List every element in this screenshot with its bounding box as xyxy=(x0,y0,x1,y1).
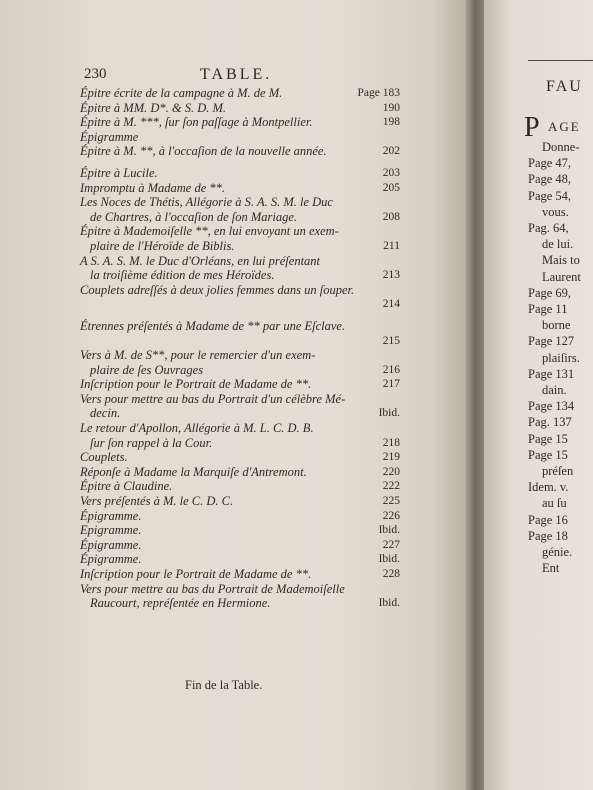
toc-entry xyxy=(80,224,400,253)
toc-entry xyxy=(80,319,400,348)
toc-entry-page: 208 xyxy=(382,210,400,223)
toc-entry-page: Ibid. xyxy=(378,597,400,610)
toc-entry xyxy=(80,523,400,538)
toc-entry xyxy=(80,130,400,145)
right-page-line: Donne- xyxy=(542,140,580,154)
toc-entry-page: 227 xyxy=(382,538,400,551)
toc-entry-continuation: plaire de l'Héroïde de Biblis. xyxy=(90,238,235,253)
toc-entry-page: 217 xyxy=(382,378,400,391)
right-page-line: Page 11 xyxy=(528,302,568,316)
right-page-line: Page 48, xyxy=(528,172,572,187)
toc-entry-title: Inſcription pour le Portrait de Madame de **. xyxy=(80,567,312,581)
toc-entry-title: Épitre écrite de la campagne à M. de M. xyxy=(80,86,283,100)
drop-cap-rest: AGE xyxy=(548,119,581,134)
right-page-line: plaiſirs. xyxy=(542,350,580,365)
toc-entry-continuation: plaire de ſes Ouvrages xyxy=(90,362,204,377)
right-page-line: Pag. 137 xyxy=(528,415,572,430)
toc-entry-title: Épigramme. xyxy=(80,552,142,567)
right-page-line: Idem. v. xyxy=(528,480,569,495)
toc-entry-title: Vers à M. de S**, pour le remercier d'un exem- xyxy=(80,348,316,363)
right-page-line: Page 69, xyxy=(528,285,572,300)
right-page-line: préſen xyxy=(542,464,574,478)
toc-entry-title: Épigramme. xyxy=(80,537,142,552)
toc-entry-page: 226 xyxy=(382,509,400,522)
toc-entry-page: Page 183 xyxy=(357,87,400,99)
toc-entry xyxy=(80,494,400,509)
book-gutter xyxy=(466,0,486,790)
toc-entry xyxy=(80,348,400,377)
toc-entry-title: Couplets. xyxy=(80,450,128,465)
toc-entry xyxy=(80,582,400,611)
toc-entry xyxy=(80,538,400,553)
toc-entry-title: Épitre à Claudine. xyxy=(80,479,173,494)
toc-entry-title: Epigramme. xyxy=(80,523,142,538)
right-page xyxy=(484,0,593,790)
toc-entry-title: Le retour d'Apollon, Allégorie à M. L. C. D. B. xyxy=(80,421,314,436)
toc-entry-page: 213 xyxy=(382,269,400,282)
right-page-line: de lui. xyxy=(542,237,574,252)
toc-entry-title: Épitre à M. ***, ſur ſon paſſage à Montpellier. xyxy=(80,115,313,130)
toc-entry-page: 203 xyxy=(382,166,400,179)
toc-entry-page: Ibid. xyxy=(378,407,400,420)
toc-entry-page: 211 xyxy=(383,239,400,252)
toc-entry-page: Ibid. xyxy=(378,524,400,537)
right-page-line: Page 127 xyxy=(528,334,575,349)
toc-entry-continuation: de Chartres, à l'occaſion de ſon Mariage. xyxy=(90,209,298,224)
toc-entry xyxy=(80,166,400,181)
right-page-line: au ſu xyxy=(542,496,567,511)
toc-entry-page: 220 xyxy=(382,465,400,478)
toc-entry-page: 214 xyxy=(382,298,400,311)
toc-entry-title: A S. A. S. M. le Duc d'Orléans, en lui préſentant xyxy=(80,253,321,268)
toc-entry xyxy=(80,115,400,130)
toc-entry xyxy=(80,254,400,283)
right-page-line: dain. xyxy=(542,383,567,397)
toc-entry-title: Épitre à MM. D*. & S. D. M. xyxy=(80,100,227,115)
toc-entry-title: Couplets adreſſés à deux jolies femmes dans un ſouper. xyxy=(80,282,355,297)
toc-entry-title: Épitre à M. **, à l'occaſion de la nouvelle année. xyxy=(80,144,327,159)
toc-entry xyxy=(80,144,400,159)
toc-entry-page: 219 xyxy=(382,451,400,464)
toc-entry-title: Épitre à Lucile. xyxy=(80,165,158,180)
right-page-line: borne xyxy=(542,318,571,333)
toc-entry-page: 198 xyxy=(382,116,400,129)
toc-entry-title: Épigramme. xyxy=(80,508,142,523)
page-number: 230 xyxy=(84,66,107,82)
right-page-line: Laurent xyxy=(542,269,581,284)
toc-entry-title: Épigramme xyxy=(80,129,139,144)
right-page-title: FAU xyxy=(546,78,583,95)
right-page-line: vous. xyxy=(542,204,569,219)
right-page-line: Page 18 xyxy=(528,528,568,543)
right-page-line: Page 15 xyxy=(528,447,568,462)
drop-cap: P xyxy=(524,112,540,143)
right-page-line: Pag. 64, xyxy=(528,221,569,235)
toc-entry-title: Inſcription pour le Portrait de Madame de **. xyxy=(80,377,312,392)
toc-entry-continuation: la troiſième édition de mes Héroïdes. xyxy=(90,268,275,283)
toc-entry xyxy=(80,392,400,421)
right-page-line: Page 54, xyxy=(528,188,572,203)
toc-entry xyxy=(80,195,400,224)
end-of-table-note: Fin de la Table. xyxy=(185,678,263,692)
toc-entry-title: Vers pour mettre au bas du Portrait de Mademoiſelle xyxy=(80,581,345,596)
toc-entry-continuation: Raucourt, repréſentée en Hermione. xyxy=(90,596,271,611)
toc-entry-continuation: ſur ſon rappel à la Cour. xyxy=(90,435,213,450)
toc-entry-title: Vers préſentés à M. le C. D. C. xyxy=(80,494,234,509)
toc-entry-page: 205 xyxy=(382,181,400,194)
toc-entry-continuation: decin. xyxy=(90,406,121,421)
toc-entry xyxy=(80,567,400,582)
toc-entry-page: 222 xyxy=(382,480,400,493)
right-page-line: Page 15 xyxy=(528,431,568,446)
right-page-line: génie. xyxy=(542,545,573,559)
toc-entry-title: Étrennes préſentés à Madame de ** par une Eſclave. xyxy=(80,318,346,333)
toc-entry xyxy=(80,377,400,392)
toc-entry xyxy=(80,283,400,312)
toc-entry xyxy=(80,421,400,450)
toc-entry-title: Les Noces de Thétis, Allégorie à S. A. S. M. le Duc xyxy=(80,195,333,210)
toc-entry xyxy=(80,552,400,567)
toc-entry xyxy=(80,101,400,116)
header-rule xyxy=(528,60,593,61)
right-page-line: Ent xyxy=(542,561,560,576)
toc-entry-title: Réponſe à Madame la Marquiſe d'Antremont. xyxy=(80,464,307,479)
right-page-line: Page 131 xyxy=(528,366,575,381)
right-page-line: Page 134 xyxy=(528,399,575,414)
toc-entry-page: 218 xyxy=(382,436,400,449)
toc-entry-page: 215 xyxy=(382,334,400,347)
toc-entry xyxy=(80,509,400,524)
toc-entry-page: 225 xyxy=(382,495,400,508)
toc-entry-page: 202 xyxy=(382,145,400,158)
toc-entry-title: Vers pour mettre au bas du Portrait d'un célèbre Mé- xyxy=(80,391,346,406)
toc-entry-page: 216 xyxy=(382,363,400,376)
toc-entry xyxy=(80,181,400,196)
toc-entry xyxy=(80,450,400,465)
toc-entry-page: 190 xyxy=(382,101,400,114)
right-page-line: Mais to xyxy=(542,253,580,268)
right-page-line: Page 16 xyxy=(528,512,568,527)
toc-entry xyxy=(80,479,400,494)
toc-entry-title: Impromptu à Madame de **. xyxy=(80,180,226,195)
right-page-line: Page 47, xyxy=(528,156,572,171)
toc-entry-page: Ibid. xyxy=(378,553,400,566)
toc-entry xyxy=(80,86,400,101)
toc-entry-title: Épitre à Mademoiſelle **, en lui envoyant un exem- xyxy=(80,224,339,239)
toc-entry xyxy=(80,465,400,480)
page-title: TABLE. xyxy=(200,66,273,83)
toc-entry-page: 228 xyxy=(382,568,400,580)
table-of-contents xyxy=(80,86,400,611)
